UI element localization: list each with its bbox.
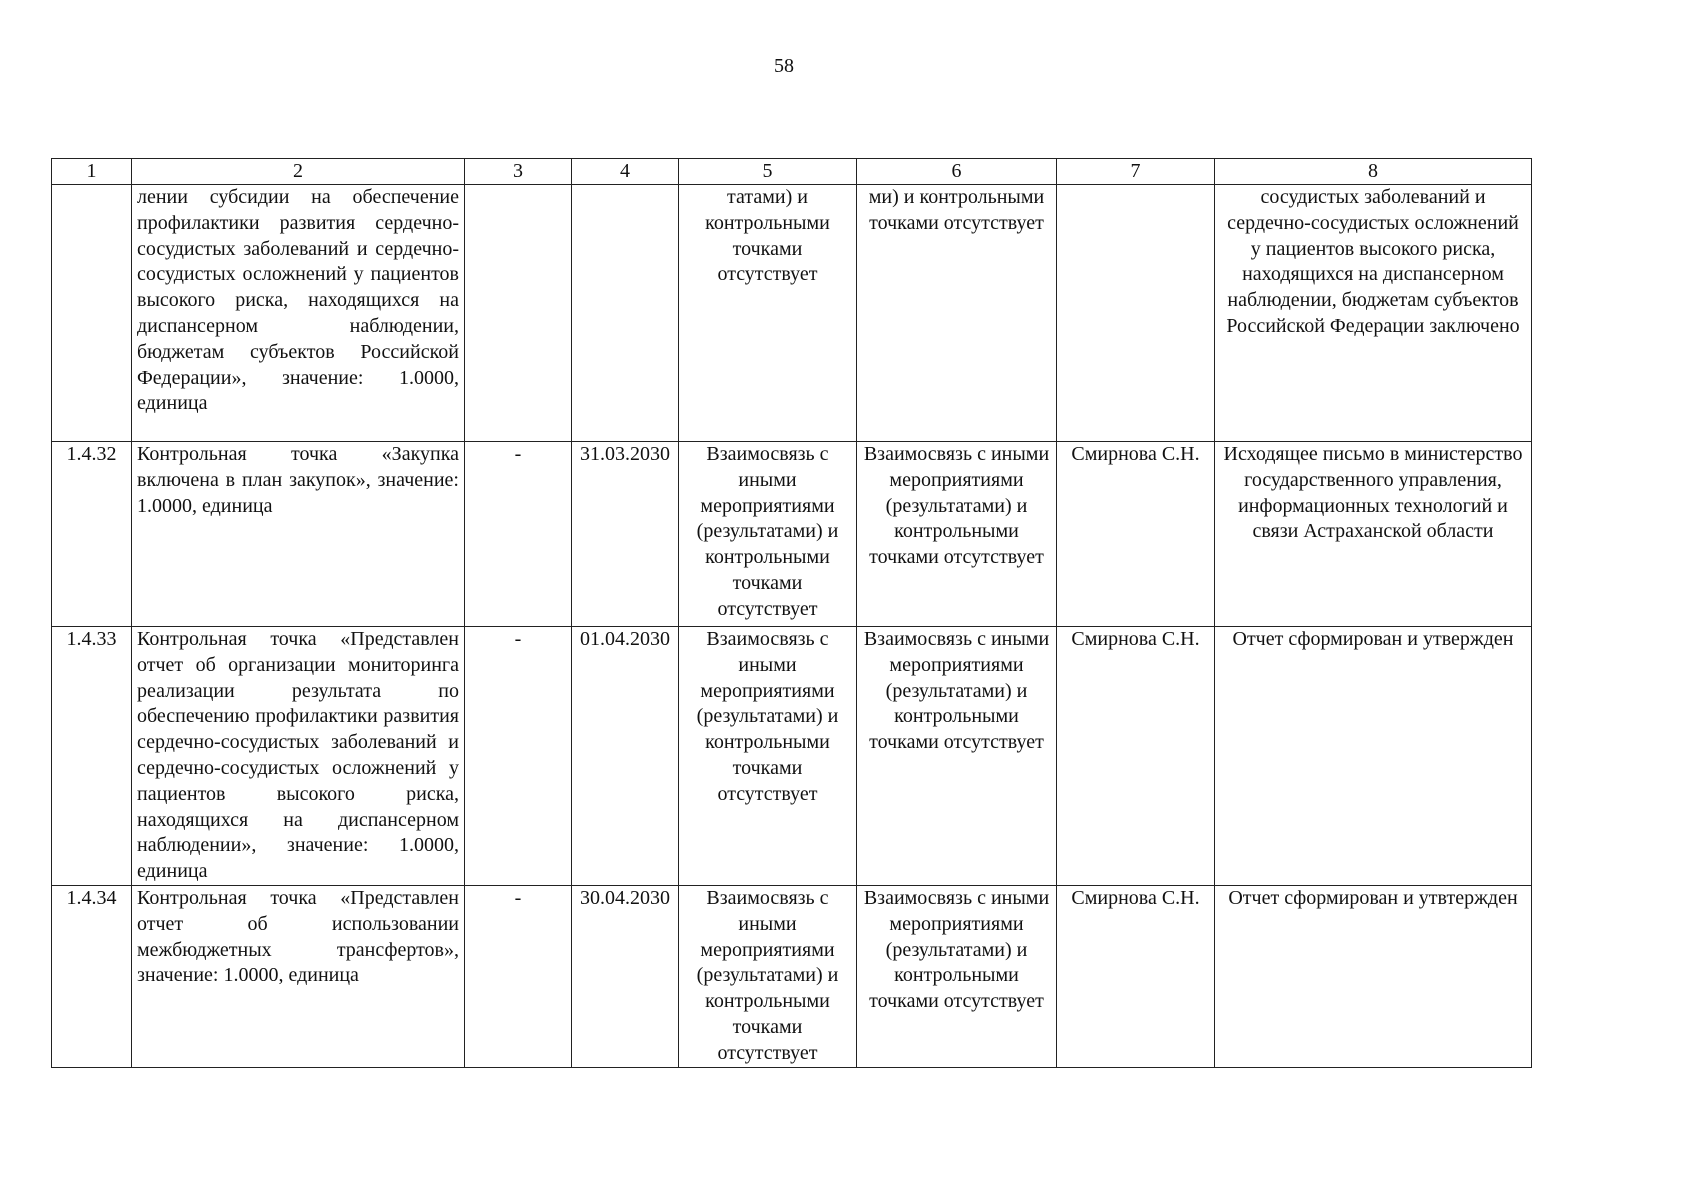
row-document: Отчет сформирован и утвтержден [1215, 885, 1532, 1067]
column-header-3: 3 [465, 159, 572, 185]
row-end-date: 30.04.2030 [572, 885, 679, 1067]
row-description: Контрольная точка «Представлен отчет об использовании межбюджетных трансфертов», значение: 1.0000, единица [132, 885, 465, 1067]
row-number: 1.4.33 [52, 627, 132, 886]
row-description: Контрольная точка «Представлен отчет об организации мониторинга реализации результата по обеспечению профилактики развития сердечно-сосудистых заболеваний и сердечно-сосудистых осложнений у пациентов высокого риска, находящихся на диспансерном наблюдении», значение: 1.0000, единица [132, 627, 465, 886]
column-header-2: 2 [132, 159, 465, 185]
table-row [52, 442, 1532, 627]
plan-table [51, 158, 1532, 1068]
row-end-date [572, 185, 679, 442]
row-responsible: Смирнова С.Н. [1057, 442, 1215, 627]
page-number: 58 [774, 55, 794, 77]
table-row [52, 185, 1532, 442]
row-document: сосудистых заболеваний и сердечно-сосудистых осложнений у пациентов высокого риска, находящихся на диспансерном наблюдении, бюджетам субъектов Российской Федерации заключено [1215, 185, 1532, 442]
row-link-results: Взаимосвязь с иными мероприятиями (результатами) и контрольными точками отсутствует [679, 885, 857, 1067]
table-row [52, 885, 1532, 1067]
row-link-points: Взаимосвязь с иными мероприятиями (результатами) и контрольными точками отсутствует [857, 885, 1057, 1067]
column-header-7: 7 [1057, 159, 1215, 185]
row-number: 1.4.32 [52, 442, 132, 627]
row-link-points: Взаимосвязь с иными мероприятиями (результатами) и контрольными точками отсутствует [857, 627, 1057, 886]
column-header-5: 5 [679, 159, 857, 185]
row-link-points: ми) и контрольными точками отсутствует [857, 185, 1057, 442]
row-description: лении субсидии на обеспечение профилактики развития сердечно-сосудистых заболеваний и сердечно-сосудистых осложнений у пациентов высокого риска, находящихся на диспансерном наблюдении, бюджетам субъектов Российской Федерации», значение: 1.0000, единица [132, 185, 465, 442]
row-start-date: - [465, 885, 572, 1067]
column-header-1: 1 [52, 159, 132, 185]
row-link-points: Взаимосвязь с иными мероприятиями (результатами) и контрольными точками отсутствует [857, 442, 1057, 627]
row-number [52, 185, 132, 442]
column-header-8: 8 [1215, 159, 1532, 185]
table-row [52, 627, 1532, 886]
row-link-results: Взаимосвязь с иными мероприятиями (результатами) и контрольными точками отсутствует [679, 627, 857, 886]
column-header-6: 6 [857, 159, 1057, 185]
row-end-date: 01.04.2030 [572, 627, 679, 886]
row-document: Отчет сформирован и утвержден [1215, 627, 1532, 886]
row-document: Исходящее письмо в министерство государственного управления, информационных технологий и связи Астраханской области [1215, 442, 1532, 627]
row-number: 1.4.34 [52, 885, 132, 1067]
row-responsible: Смирнова С.Н. [1057, 627, 1215, 886]
row-description: Контрольная точка «Закупка включена в план закупок», значение: 1.0000, единица [132, 442, 465, 627]
column-header-4: 4 [572, 159, 679, 185]
row-start-date [465, 185, 572, 442]
row-start-date: - [465, 442, 572, 627]
row-responsible [1057, 185, 1215, 442]
row-link-results: Взаимосвязь с иными мероприятиями (результатами) и контрольными точками отсутствует [679, 442, 857, 627]
row-responsible: Смирнова С.Н. [1057, 885, 1215, 1067]
row-end-date: 31.03.2030 [572, 442, 679, 627]
row-start-date: - [465, 627, 572, 886]
row-link-results: татами) и контрольными точками отсутствует [679, 185, 857, 442]
header-row [52, 159, 1532, 185]
